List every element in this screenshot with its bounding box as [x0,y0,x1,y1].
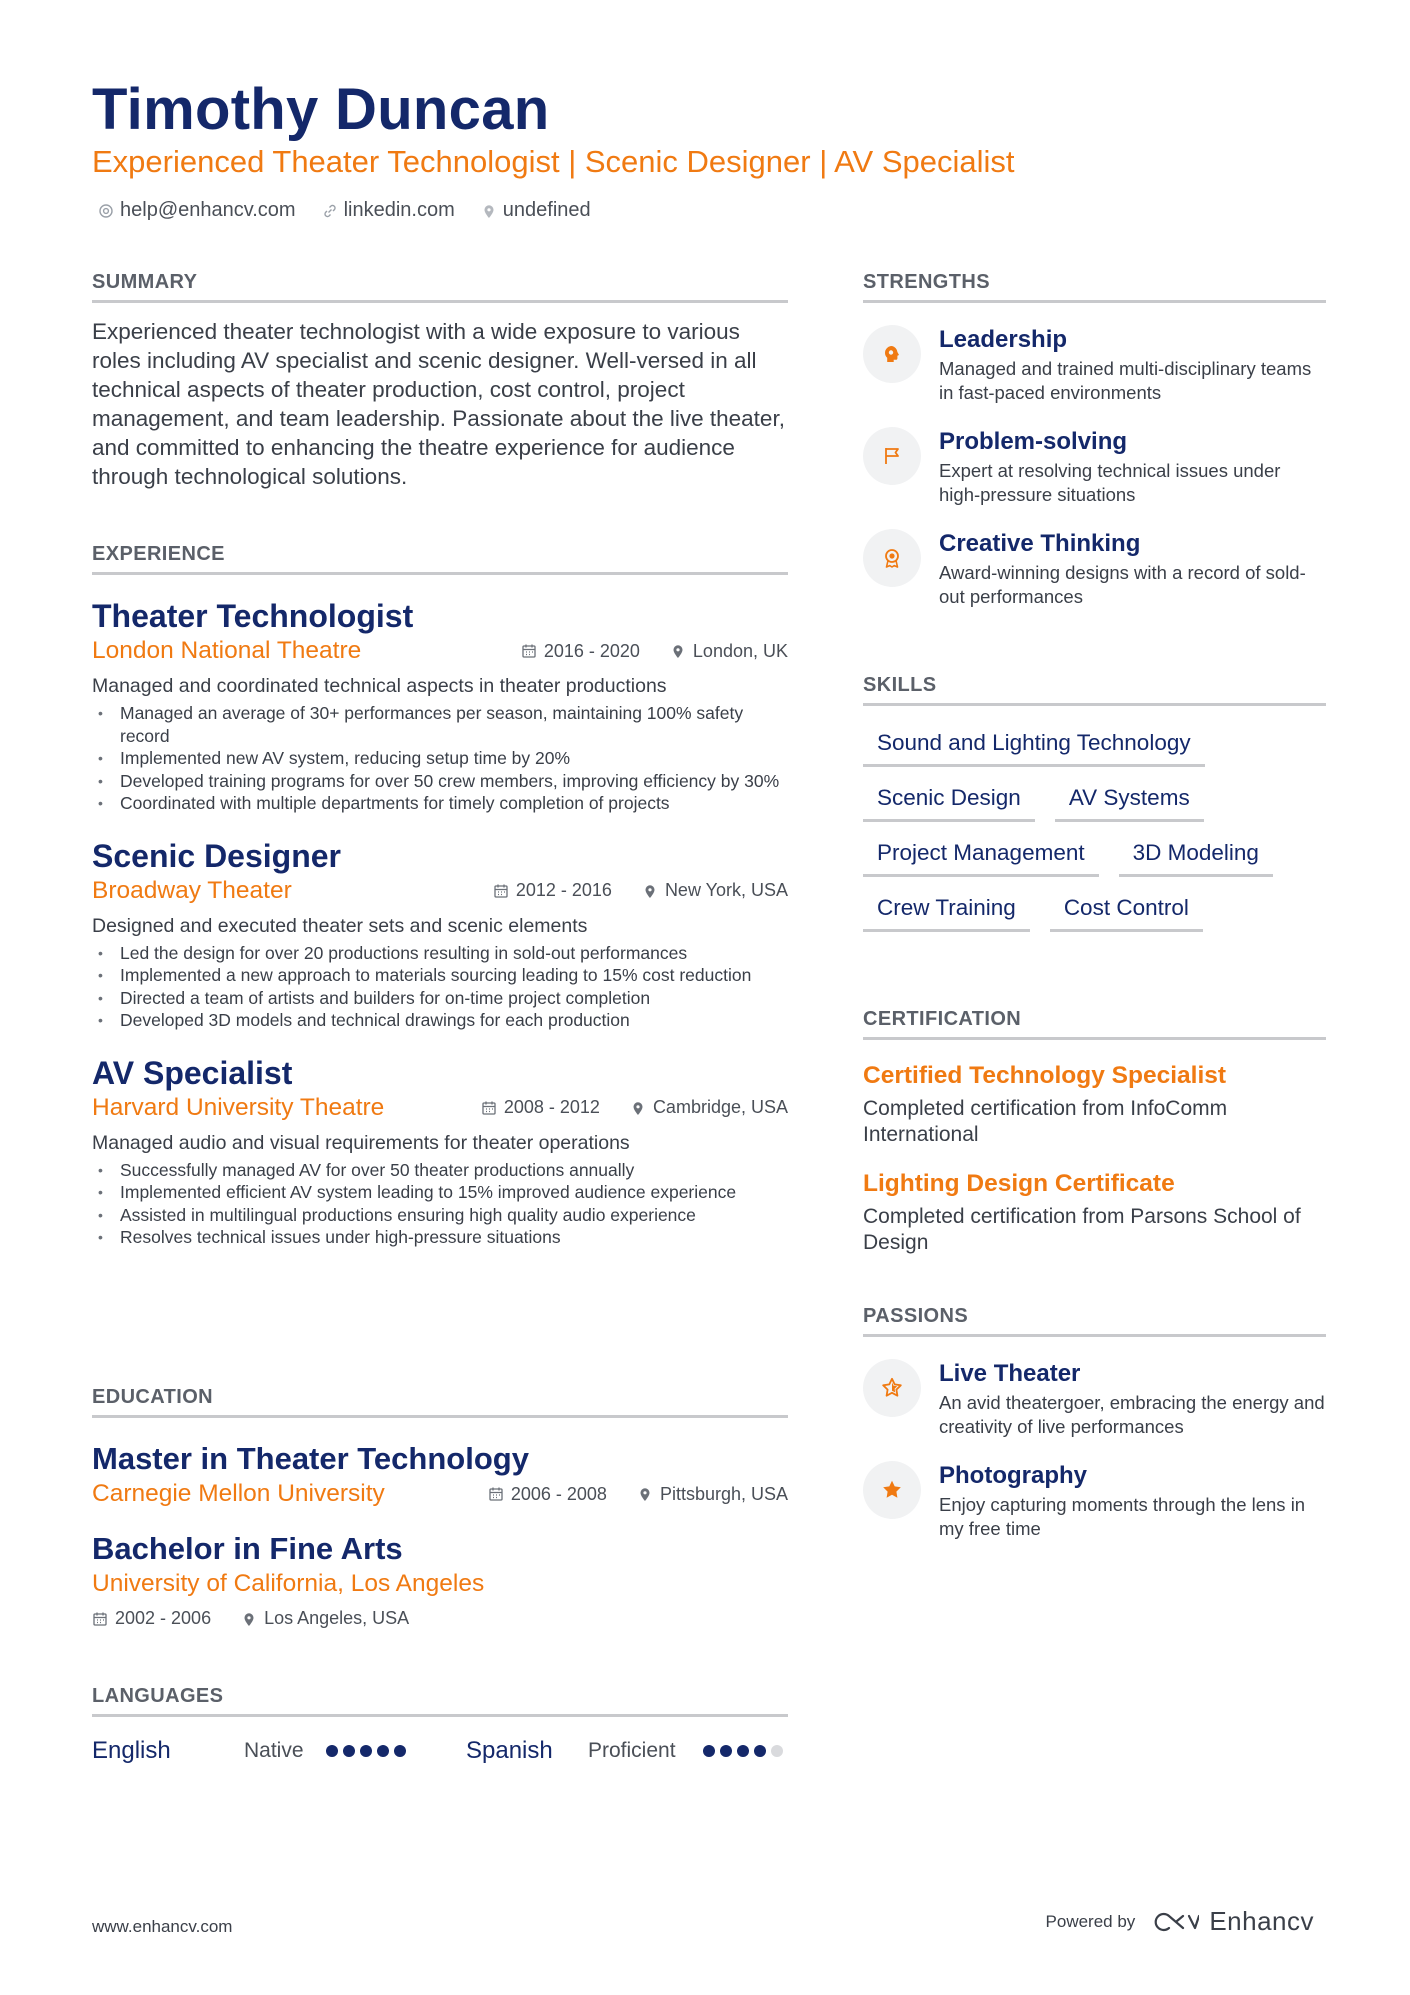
job-bullet: • Managed an average of 30+ performances per season, maintaining 100% safety record [92,702,788,747]
passion-description: Enjoy capturing moments through the lens in my free time [939,1494,1306,1539]
powered-by-label: Powered by [1045,1911,1136,1931]
passion-item [863,1461,1326,1541]
proficiency-dot-filled [754,1745,766,1757]
education-dates-text: 2006 - 2008 [510,1483,607,1504]
certification-title: Lighting Design Certificate [863,1170,1175,1197]
contact-location [481,199,591,222]
strengths-rule [863,300,1326,303]
certification-item [863,1062,1326,1148]
job-bullet: • Implemented a new approach to materials sourcing leading to 15% cost reduction [92,964,788,987]
job-dates-text: 2012 - 2016 [515,880,612,900]
job-bullets [92,702,788,815]
brand-name: Enhancv [1209,1906,1314,1936]
location-icon [481,203,497,219]
star-outline-icon [863,1359,921,1417]
job-bullet: • Implemented efficient AV system leading to 15% improved audience experience [92,1181,788,1204]
summary-rule [92,300,788,303]
certification-description: Completed certification from Parsons School of Design [863,1205,1301,1254]
language-proficiency-dots [326,1745,466,1757]
strength-title: Problem-solving [939,428,1128,455]
job-entry [92,1054,788,1249]
education-school: Carnegie Mellon University [92,1480,385,1507]
at-icon [98,203,114,219]
location-icon [241,1611,257,1627]
job-bullets [92,1159,788,1249]
language-level: Native [244,1739,304,1762]
job-company: Harvard University Theatre [92,1093,385,1121]
certification-item [863,1170,1326,1256]
strength-description: Managed and trained multi-disciplinary teams in fast-paced environments [939,358,1312,403]
job-bullet: • Directed a team of artists and builders for on-time project completion [92,987,788,1010]
proficiency-dot-filled [377,1745,389,1757]
job-bullet: • Led the design for over 20 productions resulting in sold-out performances [92,942,788,965]
job-description: Managed audio and visual requirements for theater operations [92,1131,630,1154]
job-dates [493,880,612,901]
job-company: London National Theatre [92,637,362,664]
calendar-icon [521,643,537,659]
skills-section [863,674,1326,932]
candidate-name: Timothy Duncan [92,77,550,142]
brand-logo[interactable] [1153,1906,1314,1937]
education-dates [92,1608,211,1629]
languages-row [92,1737,788,1765]
passion-item [863,1359,1326,1439]
language-name: English [92,1737,171,1764]
location-icon [630,1100,646,1116]
strength-description: Expert at resolving technical issues under high-pressure situations [939,460,1281,505]
strength-description: Award-winning designs with a record of sold-out performances [939,562,1306,607]
education-degree: Bachelor in Fine Arts [92,1531,403,1566]
star-icon [863,1461,921,1519]
skill-tag: Sound and Lighting Technology [863,730,1205,767]
education-degree: Master in Theater Technology [92,1441,529,1476]
strength-title: Creative Thinking [939,530,1141,557]
experience-rule [92,572,788,575]
calendar-icon [481,1100,497,1116]
job-location-text: New York, USA [664,880,788,900]
education-entry [92,1440,788,1508]
proficiency-dot-filled [394,1745,406,1757]
certification-heading: CERTIFICATION [863,1008,1022,1030]
job-location-text: London, UK [692,640,788,661]
skills-heading: SKILLS [863,674,937,696]
job-bullet: • Implemented new AV system, reducing setup time by 20% [92,747,788,770]
job-dates [521,641,640,662]
summary-text: Experienced theater technologist with a wide exposure to various roles including AV specialist and scenic designer. Well-versed in all technical aspects of theater production, cost control, project management, and team leadership. Passionate about the live theater, and committed to enhancing the theatre experience for audience through technological solutions. [92,319,785,489]
strength-item [863,325,1326,405]
education-location-text: Pittsburgh, USA [659,1483,788,1504]
experience-heading: EXPERIENCE [92,543,225,565]
strength-item [863,427,1326,507]
strength-item [863,529,1326,609]
education-dates-text: 2002 - 2006 [115,1608,212,1628]
proficiency-dot-filled [343,1745,355,1757]
certification-description: Completed certification from InfoComm International [863,1097,1228,1146]
strength-title: Leadership [939,326,1068,353]
calendar-icon [493,883,509,899]
languages-heading: LANGUAGES [92,1685,224,1707]
link-icon [322,203,338,219]
proficiency-dot-filled [737,1745,749,1757]
proficiency-dot-empty [771,1745,783,1757]
skill-tag: Cost Control [1050,895,1203,932]
job-bullet: • Successfully managed AV for over 50 theater productions annually [92,1159,788,1182]
skill-tag: Project Management [863,840,1099,877]
job-entry [92,597,788,815]
contact-location-text: undefined [502,199,591,221]
certification-section [863,1008,1326,1256]
passion-title: Live Theater [939,1360,1081,1387]
job-title: AV Specialist [92,1054,293,1091]
proficiency-dot-filled [326,1745,338,1757]
job-entry [92,837,788,1032]
contact-email[interactable] [98,199,296,222]
footer-branding [1046,1906,1314,1937]
skill-tag: AV Systems [1055,785,1204,822]
job-location-text: Cambridge, USA [652,1097,788,1117]
job-bullet: • Developed training programs for over 50 crew members, improving efficiency by 30% [92,770,788,793]
language-level: Proficient [588,1739,676,1762]
passions-section [863,1305,1326,1541]
passion-description: An avid theatergoer, embracing the energy and creativity of live performances [939,1392,1325,1437]
proficiency-dot-filled [360,1745,372,1757]
education-rule [92,1415,788,1418]
education-entry [92,1530,788,1629]
job-title: Scenic Designer [92,837,341,874]
job-description: Designed and executed theater sets and scenic elements [92,914,588,937]
proficiency-dot-filled [703,1745,715,1757]
job-dates-text: 2016 - 2020 [543,640,640,661]
summary-section [92,271,788,491]
job-bullet: • Coordinated with multiple departments for timely completion of projects [92,792,788,815]
strengths-section [863,271,1326,609]
education-location [637,1484,788,1505]
skill-tag: 3D Modeling [1119,840,1273,877]
job-location [670,641,788,662]
passion-title: Photography [939,1462,1087,1489]
contact-linkedin[interactable] [322,199,455,222]
proficiency-dot-filled [720,1745,732,1757]
experience-section [92,543,788,1249]
education-heading: EDUCATION [92,1386,214,1408]
languages-rule [92,1714,788,1717]
location-icon [642,883,658,899]
strengths-heading: STRENGTHS [863,271,990,293]
languages-section [92,1685,788,1765]
certification-rule [863,1037,1326,1040]
flag-icon [863,427,921,485]
job-bullet: • Resolves technical issues under high-pressure situations [92,1226,788,1249]
job-location [630,1097,788,1118]
calendar-icon [488,1486,504,1502]
enhancv-logo-icon [1153,1910,1199,1934]
education-location-text: Los Angeles, USA [264,1608,410,1628]
skill-tag: Scenic Design [863,785,1035,822]
job-bullet: • Assisted in multilingual productions ensuring high quality audio experience [92,1204,788,1227]
job-description: Managed and coordinated technical aspects in theater productions [92,675,667,697]
job-bullets [92,942,788,1032]
award-icon [863,529,921,587]
brain-icon [863,325,921,383]
job-company: Broadway Theater [92,876,292,904]
job-bullet: • Developed 3D models and technical drawings for each production [92,1009,788,1032]
certification-title: Certified Technology Specialist [863,1062,1227,1089]
job-location [642,880,788,901]
contact-bar [98,199,591,222]
education-dates [488,1484,607,1505]
footer-website[interactable]: www.enhancv.com [92,1917,233,1936]
location-icon [637,1486,653,1502]
job-title: Theater Technologist [92,598,414,634]
calendar-icon [92,1611,108,1627]
headline: Experienced Theater Technologist | Scenic Designer | AV Specialist [92,144,1015,179]
language-proficiency-dots [703,1745,783,1757]
passions-rule [863,1334,1326,1337]
summary-heading: SUMMARY [92,271,198,293]
skill-tag: Crew Training [863,895,1030,932]
location-icon [670,643,686,659]
language-name: Spanish [466,1737,553,1764]
contact-linkedin-text: linkedin.com [343,199,455,221]
job-dates [481,1097,600,1118]
job-dates-text: 2008 - 2012 [503,1097,600,1117]
skills-rule [863,703,1326,706]
education-school: University of California, Los Angeles [92,1570,485,1597]
skills-list [863,730,1326,932]
contact-email-text: help@enhancv.com [120,199,296,221]
education-section [92,1386,788,1629]
education-location [241,1608,409,1629]
passions-heading: PASSIONS [863,1305,969,1327]
